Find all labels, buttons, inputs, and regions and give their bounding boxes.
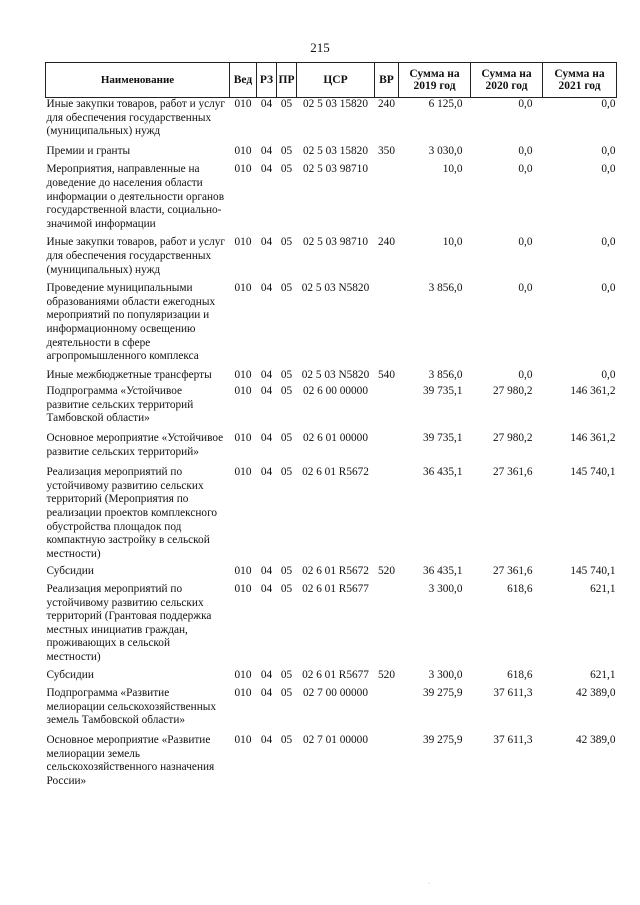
cell-pr: 05 (280, 583, 293, 595)
cell-vr (375, 385, 399, 432)
cell-s2021: 42 389,0 (575, 687, 616, 700)
cell-s2019: 39 735,1 (422, 385, 463, 398)
cell-s2019: 10,0 (442, 163, 463, 176)
cell-s2021: 0,0 (601, 163, 616, 176)
cell-ved: 010 (234, 144, 252, 157)
cell-s2020: 27 361,6 (492, 565, 533, 578)
cell-s2021: 42 389,0 (575, 733, 616, 746)
cell-rz: 04 (260, 385, 273, 398)
table-row (46, 669, 617, 688)
cell-s2020: 0,0 (518, 144, 533, 157)
footer-mark: · (428, 881, 430, 887)
header-ved: Вед (230, 63, 257, 98)
cell-s2021: 0,0 (601, 98, 616, 110)
cell-name: Субсидии (46, 668, 94, 681)
cell-rz: 04 (260, 466, 273, 479)
cell-name: Реализация мероприятий по устойчивому развитию сельских территорий (Грантовая поддержка местных инициатив граждан, проживающих в сельской местности) (46, 583, 212, 663)
cell-rz: 04 (260, 687, 273, 700)
cell-s2020: 618,6 (507, 583, 533, 595)
cell-rz: 04 (260, 163, 273, 176)
table-row (46, 236, 617, 282)
cell-pr: 05 (280, 98, 293, 110)
cell-ved: 010 (234, 565, 252, 578)
cell-csr: 02 5 03 15820 (303, 98, 368, 110)
cell-rz: 04 (260, 583, 273, 595)
cell-s2021: 146 361,2 (570, 385, 616, 398)
budget-table (45, 62, 617, 792)
cell-name: Премии и гранты (46, 144, 131, 157)
cell-s2020: 0,0 (518, 163, 533, 176)
cell-rz: 04 (260, 282, 273, 295)
cell-csr: 02 6 01 R5677 (302, 668, 369, 681)
cell-s2020: 618,6 (507, 668, 533, 681)
cell-csr: 02 6 01 00000 (303, 432, 368, 445)
cell-ved: 010 (234, 385, 252, 398)
cell-rz: 04 (260, 733, 273, 746)
cell-ved: 010 (234, 236, 252, 249)
cell-s2021: 621,1 (590, 668, 616, 681)
cell-csr: 02 7 00 00000 (303, 687, 368, 700)
cell-s2019: 3 856,0 (428, 282, 463, 295)
table-row (46, 282, 617, 369)
cell-vr (375, 687, 399, 734)
table-row (46, 145, 617, 164)
header-pr: ПР (277, 63, 297, 98)
cell-s2019: 36 435,1 (422, 565, 463, 578)
cell-csr: 02 5 03 N5820 (301, 282, 370, 295)
cell-vr (375, 466, 399, 565)
table-row (46, 466, 617, 565)
cell-s2020: 0,0 (518, 368, 533, 381)
cell-vr: 240 (378, 236, 395, 249)
table-row (46, 565, 617, 583)
header-sum-2019: Сумма на 2019 год (399, 63, 471, 98)
cell-name: Иные межбюджетные трансферты (46, 368, 212, 381)
header-csr: ЦСР (297, 63, 375, 98)
cell-s2020: 27 980,2 (492, 432, 533, 445)
cell-vr (375, 282, 399, 369)
cell-csr: 02 5 03 N5820 (301, 368, 370, 381)
cell-pr: 05 (280, 368, 293, 381)
cell-csr: 02 5 03 98710 (303, 163, 368, 176)
cell-ved: 010 (234, 687, 252, 700)
cell-pr: 05 (280, 282, 293, 295)
cell-rz: 04 (260, 368, 273, 381)
cell-rz: 04 (260, 668, 273, 681)
cell-vr: 350 (378, 144, 395, 157)
header-sum-2021: Сумма на 2021 год (543, 63, 617, 98)
cell-s2020: 27 361,6 (492, 466, 533, 479)
cell-ved: 010 (234, 282, 252, 295)
cell-vr: 520 (378, 668, 395, 681)
cell-name: Основное мероприятие «Устойчивое развитие сельских территорий» (46, 432, 224, 458)
cell-ved: 010 (234, 733, 252, 746)
cell-pr: 05 (280, 668, 293, 681)
cell-s2019: 39 275,9 (422, 687, 463, 700)
table-body (46, 98, 617, 793)
cell-rz: 04 (260, 98, 273, 110)
cell-ved: 010 (234, 583, 252, 595)
cell-csr: 02 7 01 00000 (303, 733, 368, 746)
cell-s2021: 0,0 (601, 144, 616, 157)
cell-csr: 02 5 03 15820 (303, 144, 368, 157)
cell-s2019: 10,0 (442, 236, 463, 249)
cell-name: Мероприятия, направленные на доведение до населения области информации о деятельности органов государственной власти, социально-значимой информации (46, 163, 225, 230)
cell-s2019: 39 735,1 (422, 432, 463, 445)
cell-s2021: 0,0 (601, 368, 616, 381)
cell-pr: 05 (280, 432, 293, 445)
cell-s2020: 37 611,3 (493, 733, 533, 746)
header-vr: ВР (375, 63, 399, 98)
cell-csr: 02 6 01 R5672 (302, 565, 369, 578)
cell-s2021: 145 740,1 (570, 565, 616, 578)
cell-vr (375, 583, 399, 669)
cell-ved: 010 (234, 163, 252, 176)
cell-rz: 04 (260, 144, 273, 157)
cell-name: Подпрограмма «Развитие мелиорации сельскохозяйственных земель Тамбовской области» (46, 687, 217, 727)
cell-name: Иные закупки товаров, работ и услуг для обеспечения государственных (муниципальных) нужд (46, 236, 226, 276)
cell-s2019: 3 856,0 (428, 368, 463, 381)
cell-s2020: 0,0 (518, 282, 533, 295)
cell-pr: 05 (280, 144, 293, 157)
cell-s2019: 39 275,9 (422, 733, 463, 746)
cell-ved: 010 (234, 668, 252, 681)
cell-vr: 540 (378, 368, 395, 381)
cell-pr: 05 (280, 385, 293, 398)
table-row (46, 385, 617, 432)
cell-ved: 010 (234, 98, 252, 110)
cell-s2019: 3 300,0 (428, 583, 463, 595)
cell-pr: 05 (280, 733, 293, 746)
header-name: Наименование (46, 63, 230, 98)
cell-name: Иные закупки товаров, работ и услуг для обеспечения государственных (муниципальных) нужд (46, 98, 226, 138)
cell-ved: 010 (234, 368, 252, 381)
cell-name: Реализация мероприятий по устойчивому развитию сельских территорий (Мероприятия по реализации проектов комплексного обустройства площадок под компактную застройку в сельской местности) (46, 466, 218, 560)
table-header-row (46, 63, 617, 98)
table-row (46, 583, 617, 669)
cell-rz: 04 (260, 236, 273, 249)
cell-vr (375, 734, 399, 792)
cell-vr: 520 (378, 565, 395, 578)
table-row (46, 98, 617, 145)
table-row (46, 432, 617, 466)
cell-csr: 02 6 00 00000 (303, 385, 368, 398)
cell-pr: 05 (280, 466, 293, 479)
cell-pr: 05 (280, 687, 293, 700)
cell-name: Проведение муниципальными образованиями области ежегодных мероприятий по популяризации и информационному освещению деятельности в сфере агропромышленного комплекса (46, 282, 216, 363)
cell-s2019: 3 030,0 (428, 144, 463, 157)
page-number: 215 (310, 40, 330, 55)
cell-pr: 05 (280, 236, 293, 249)
cell-s2021: 145 740,1 (570, 466, 616, 479)
cell-s2019: 3 300,0 (428, 668, 463, 681)
cell-s2021: 146 361,2 (570, 432, 616, 445)
cell-vr (375, 432, 399, 466)
cell-pr: 05 (280, 163, 293, 176)
cell-s2021: 621,1 (590, 583, 616, 595)
cell-csr: 02 5 03 98710 (303, 236, 368, 249)
cell-csr: 02 6 01 R5672 (302, 466, 369, 479)
cell-vr (375, 163, 399, 236)
cell-rz: 04 (260, 432, 273, 445)
cell-rz: 04 (260, 565, 273, 578)
table-row (46, 687, 617, 734)
cell-s2020: 0,0 (518, 98, 533, 110)
header-rz: РЗ (257, 63, 277, 98)
cell-pr: 05 (280, 565, 293, 578)
table-row (46, 163, 617, 236)
cell-vr: 240 (378, 98, 395, 110)
cell-ved: 010 (234, 466, 252, 479)
cell-s2020: 27 980,2 (492, 385, 533, 398)
cell-s2020: 37 611,3 (493, 687, 533, 700)
cell-s2021: 0,0 (601, 282, 616, 295)
cell-name: Подпрограмма «Устойчивое развитие сельских территорий Тамбовской области» (46, 385, 194, 425)
cell-s2019: 36 435,1 (422, 466, 463, 479)
cell-s2021: 0,0 (601, 236, 616, 249)
table-row (46, 734, 617, 792)
cell-name: Субсидии (46, 565, 94, 578)
cell-name: Основное мероприятие «Развитие мелиорации земель сельскохозяйственного назначения России» (46, 733, 215, 787)
cell-ved: 010 (234, 432, 252, 445)
header-sum-2020: Сумма на 2020 год (471, 63, 543, 98)
table-row (46, 369, 617, 386)
cell-s2020: 0,0 (518, 236, 533, 249)
cell-s2019: 6 125,0 (428, 98, 463, 110)
cell-csr: 02 6 01 R5677 (302, 583, 369, 595)
